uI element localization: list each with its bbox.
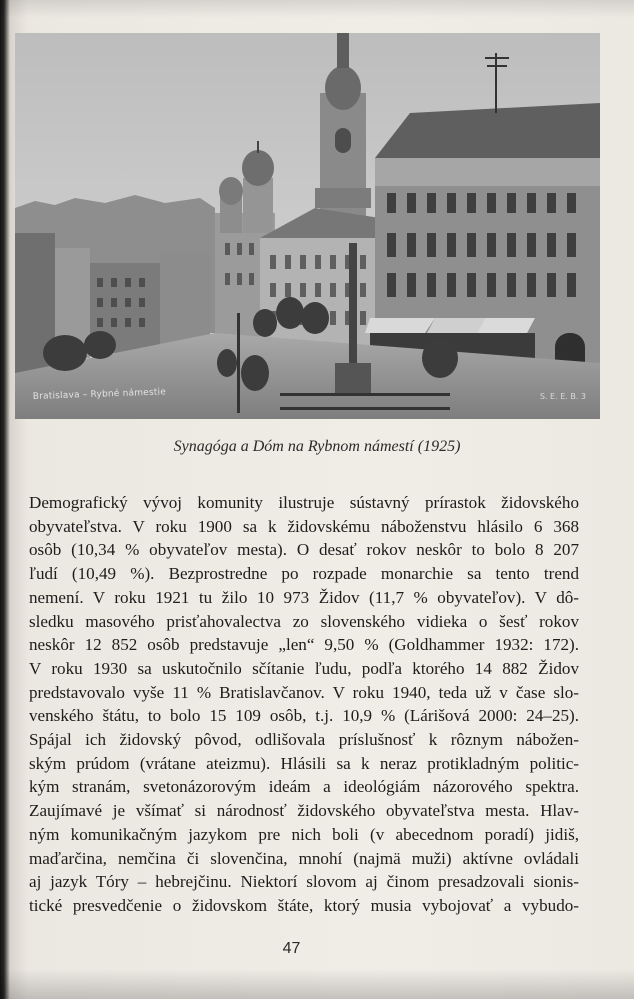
photo-overlay-code: S. E. E. B. 3 xyxy=(539,392,586,401)
photo-illustration xyxy=(15,33,600,419)
photo-overlay-title: Bratislava – Rybné námestie xyxy=(32,387,167,402)
text-line: sledku masového prisťahovalectva zo slovenského vidieka o šesť rokov xyxy=(29,611,579,631)
text-line: aj jazyk Tóry – hebrejčinu. Niektorí slovom aj činom presadzovali sionis- xyxy=(29,872,579,892)
text-line: Spájal ich židovský pôvod, odlišovala príslušnosť k rôznym nábožen- xyxy=(29,730,579,750)
text-line: ným komunikačným jazykom pre nich boli (v abecednom poradí) jidiš, xyxy=(29,824,579,844)
text-line: tické presvedčenie o židovskom štáte, ktorý musia vybojovať a vybudo- xyxy=(29,895,579,915)
photo-caption: Synagóga a Dóm na Rybnom námestí (1925) xyxy=(173,438,461,455)
text-line: osôb (10,34 % obyvateľov mesta). O desať rokov neskôr to bolo 8 207 xyxy=(29,540,579,560)
text-line: V roku 1930 sa uskutočnilo sčítanie ľudu, podľa ktorého 14 882 Židov xyxy=(29,658,579,678)
text-line: Demografický vývoj komunity ilustruje sústavný prírastok židovského xyxy=(29,493,579,512)
body-paragraph xyxy=(29,491,579,918)
page-top-shadow xyxy=(0,0,634,18)
text-line: Zaujímavé je všímať si národnosť židovského obyvateľstva mesta. Hlav- xyxy=(29,801,579,821)
text-line: obyvateľstva. V roku 1900 sa k židovskému náboženstvu hlásilo 6 368 xyxy=(29,516,579,536)
historical-photograph xyxy=(15,33,600,419)
page-number: 47 xyxy=(282,940,301,957)
page-bottom-shadow xyxy=(0,969,634,999)
text-line: ľudí (10,49 %). Bezprostredne po rozpade monarchie sa tento trend xyxy=(29,564,579,584)
text-line: neskôr 12 852 osôb predstavuje „len“ 9,50 % (Goldhammer 1932: 172). xyxy=(29,635,579,655)
text-line: ským prúdom (vrátane ateizmu). Hlásili sa k neraz protikladným politic- xyxy=(29,753,579,773)
text-line: predstavovalo vyše 11 % Bratislavčanov. V roku 1940, teda už v čase slo- xyxy=(29,682,579,702)
text-line: maďarčina, nemčina či slovenčina, mnohí (najmä muži) aktívne ovládali xyxy=(29,848,579,868)
text-line: nemení. V roku 1921 tu žilo 10 973 Židov (11,7 % obyvateľov). V dô- xyxy=(29,587,579,607)
text-line: kým stranám, svetonázorovým ideám a ideológiám názorového spektra. xyxy=(29,777,579,797)
text-line: venského štátu, to bolo 15 109 osôb, t.j. 10,9 % (Lárišová 2000: 24–25). xyxy=(29,706,579,726)
